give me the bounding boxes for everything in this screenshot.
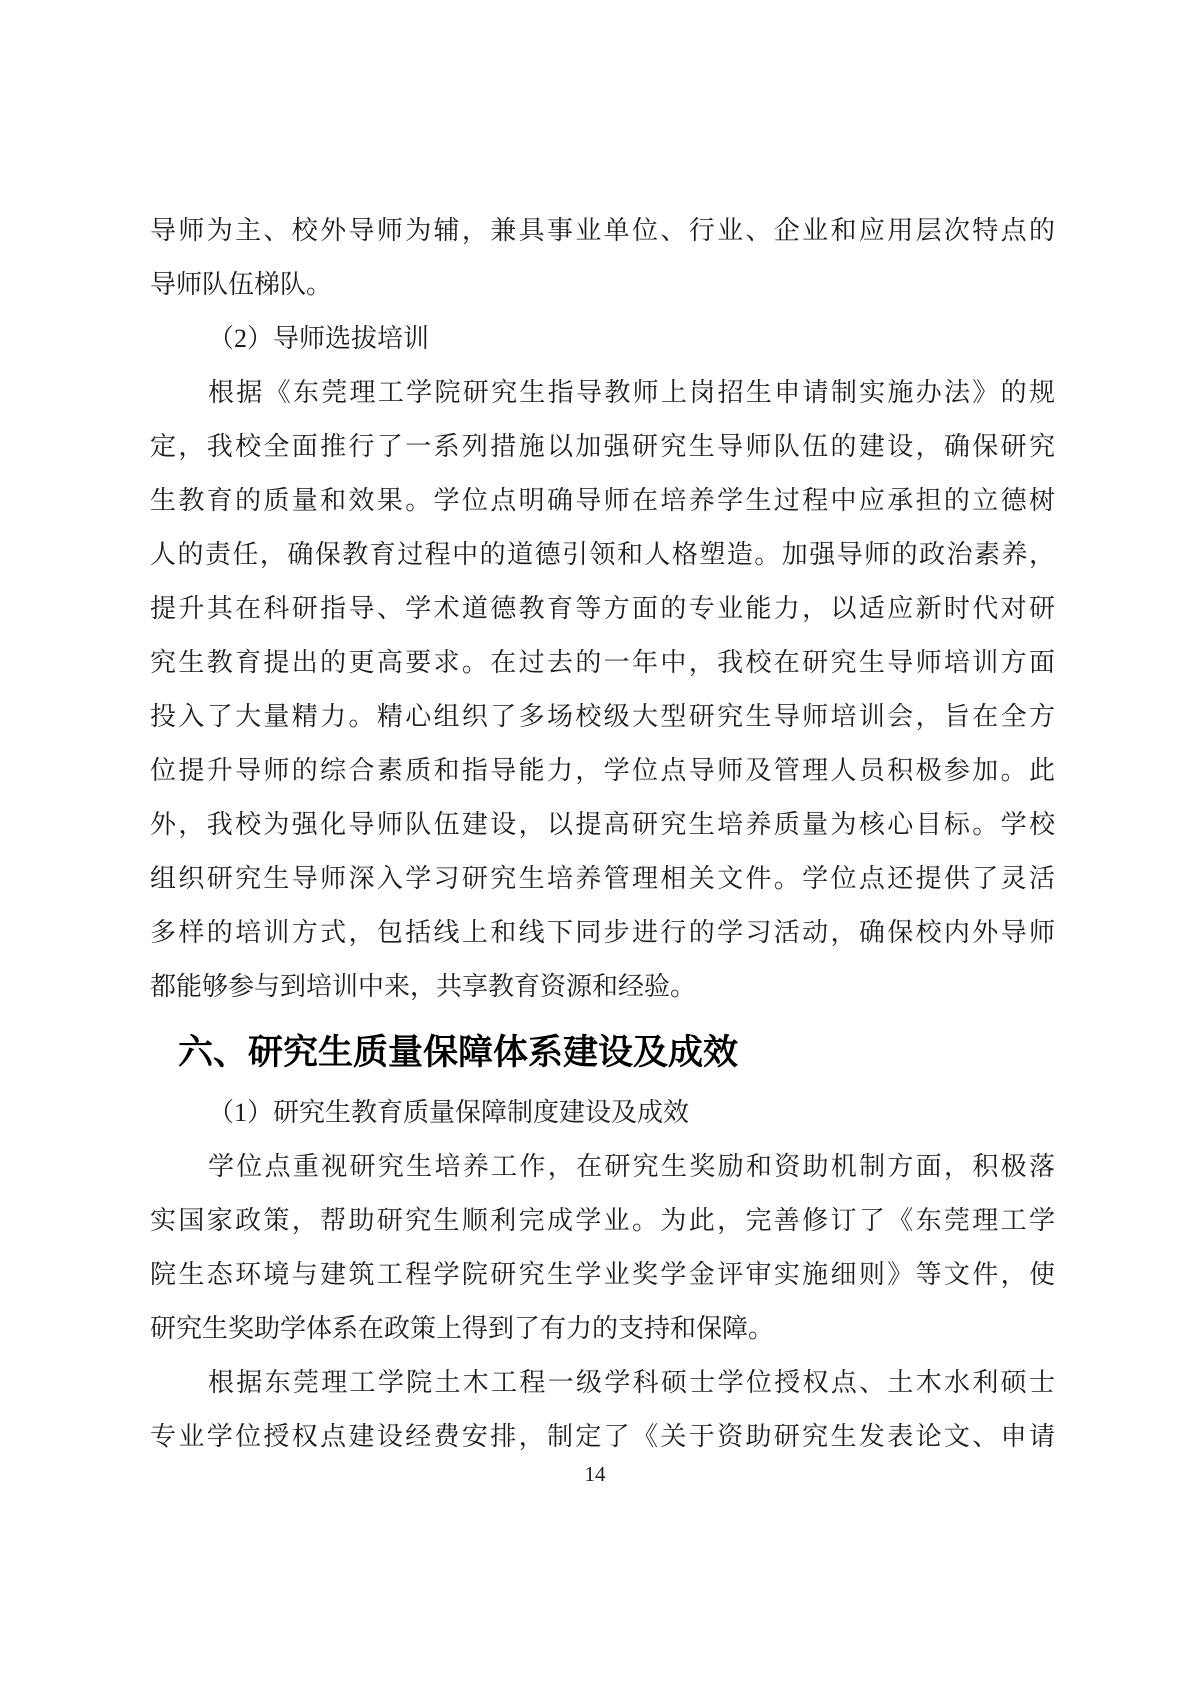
subsection-heading-1: （1）研究生教育质量保障制度建设及成效	[208, 1098, 690, 1127]
text-line: 多样的培训方式，包括线上和线下同步进行的学习活动，确保校内外导师	[150, 918, 1055, 947]
text-line: 研究生奖助学体系在政策上得到了有力的支持和保障。	[150, 1314, 775, 1343]
text-line: 专业学位授权点建设经费安排，制定了《关于资助研究生发表论文、申请	[150, 1422, 1055, 1451]
text-line: 院生态环境与建筑工程学院研究生学业奖学金评审实施细则》等文件，使	[150, 1260, 1055, 1289]
document-body	[150, 204, 1055, 1464]
subsection-heading-2: （2）导师选拔培训	[208, 324, 430, 353]
text-line: 提升其在科研指导、学术道德教育等方面的专业能力，以适应新时代对研	[150, 594, 1055, 623]
text-line: 组织研究生导师深入学习研究生培养管理相关文件。学位点还提供了灵活	[150, 864, 1055, 893]
text-line: 都能够参与到培训中来，共享教育资源和经验。	[150, 972, 697, 1001]
text-line: 外，我校为强化导师队伍建设，以提高研究生培养质量为核心目标。学校	[150, 810, 1055, 839]
text-line: 根据东莞理工学院土木工程一级学科硕士学位授权点、土木水利硕士	[208, 1368, 1055, 1397]
page-number: 14	[584, 1462, 606, 1486]
text-line: 究生教育提出的更高要求。在过去的一年中，我校在研究生导师培训方面	[150, 648, 1055, 677]
text-line: 投入了大量精力。精心组织了多场校级大型研究生导师培训会，旨在全方	[150, 702, 1055, 731]
text-line: 位提升导师的综合素质和指导能力，学位点导师及管理人员积极参加。此	[150, 756, 1055, 785]
text-line: 人的责任，确保教育过程中的道德引领和人格塑造。加强导师的政治素养，	[150, 540, 1055, 569]
text-line: 生教育的质量和效果。学位点明确导师在培养学生过程中应承担的立德树	[150, 486, 1055, 515]
text-line: 根据《东莞理工学院研究生指导教师上岗招生申请制实施办法》的规	[208, 378, 1055, 407]
text-line: 实国家政策，帮助研究生顺利完成学业。为此，完善修订了《东莞理工学	[150, 1206, 1055, 1235]
text-line: 定，我校全面推行了一系列措施以加强研究生导师队伍的建设，确保研究	[150, 432, 1055, 461]
section-heading: 六、研究生质量保障体系建设及成效	[178, 1033, 739, 1072]
text-line: 导师队伍梯队。	[150, 270, 333, 299]
text-line: 学位点重视研究生培养工作，在研究生奖励和资助机制方面，积极落	[208, 1152, 1055, 1181]
text-line: 导师为主、校外导师为辅，兼具事业单位、行业、企业和应用层次特点的	[150, 216, 1055, 245]
